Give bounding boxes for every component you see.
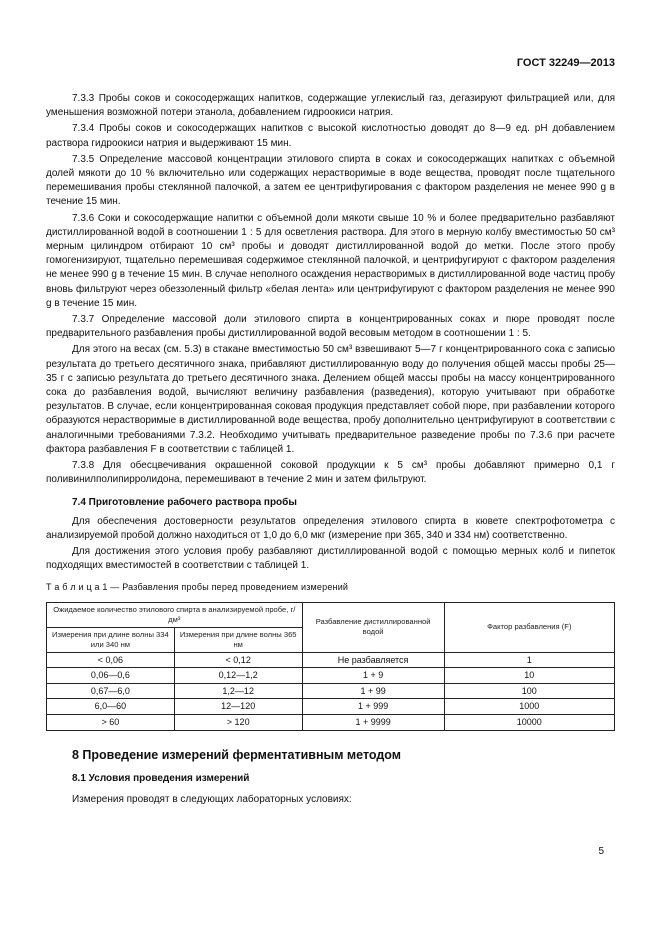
paragraph-7-3-6: 7.3.6 Соки и сокосодержащие напитки с объемной доли мякоти свыше 10 % и более предварительно разбавляют дистиллированной водой в соотношении 1 : 5 для осветления раствора. Для этого в мерную колбу вместимостью 50 см³ мерным цилиндром отбирают 10 см³ пробы и доводят дистиллированной водой до метки. После этого пробу гомогенизируют, тщательно перемешивая содержимое стеклянной палочкой, и центрифугируют с фактором разделения не менее 990 g в течение 15 мин. В случае неполного осаждения нерастворимых в дистиллированной воде частиц пробу вновь фильтруют через обеззоленный фильтр «белая лента» или центрифугируют с фактором разделения не менее 990 g в течение 15 мин.	[46, 212, 615, 309]
table-cell: 1	[444, 652, 614, 668]
table-header-dilution: Разбавление дистиллированной водой	[302, 602, 444, 652]
table-row	[47, 652, 615, 668]
table-cell: 1000	[444, 699, 614, 715]
paragraph-7-3-7-continued: Для этого на весах (см. 5.3) в стакане вместимостью 50 см³ взвешивают 5—7 г концентрированного сока с записью результата до третьего десятичного знака, прибавляют дистиллированную воду до получения общей массы пробы 25—35 г с записью результата до третьего десятичного знака. Делением общей массы пробы на массу концентрированного сока до разбавления водой, вычисляют величину разбавления (разведения), которую учитывают при обработке результатов. В случае, если концентрированная соковая продукция представляет собой пюре, при разбавлении которого образуются нерастворимые в дистиллированной воде вещества, пробу дополнительно центрифугируют в соответствии с аналогичными требованиями 7.3.2. Необходимо учитывать предварительное разведение пробы по 7.3.6 при расчете фактора разбавления F в соответствии с таблицей 1.	[46, 344, 615, 455]
table-row	[47, 683, 615, 699]
table-caption: Т а б л и ц а 1 — Разбавления пробы перед проведением измерений	[46, 581, 349, 592]
table-cell: 1 + 9999	[302, 715, 444, 731]
section-7-4-paragraph-2: Для достижения этого условия пробу разбавляют дистиллированной водой с помощью мерных колб и пипеток подходящих вместимостей в соответствии с таблицей 1.	[46, 546, 615, 572]
table-cell: 0,06—0,6	[47, 668, 175, 684]
table-cell: < 0,06	[47, 652, 175, 668]
table-cell: 1 + 99	[302, 683, 444, 699]
section-7-4-title: 7.4 Приготовление рабочего раствора пробы	[72, 497, 297, 509]
paragraph-7-3-3: 7.3.3 Пробы соков и сокосодержащих напитков, содержащие углекислый газ, дегазируют фильтрацией или, для уменьшения возможной потери этанола, добавлением гидроокиси натрия.	[46, 93, 615, 119]
table-cell: > 120	[174, 715, 302, 731]
table-cell: 0,12—1,2	[174, 668, 302, 684]
paragraph-7-3-4: 7.3.4 Пробы соков и сокосодержащих напитков с высокой кислотностью доводят до 8—9 ед. pH добавлением раствора гидроокиси натрия и выдерживают 15 мин.	[46, 123, 615, 149]
table-cell: 100	[444, 683, 614, 699]
dilution-table	[46, 602, 615, 731]
table-cell: 1,2—12	[174, 683, 302, 699]
document-body	[46, 92, 615, 807]
section-8-1-title: 8.1 Условия проведения измерений	[72, 772, 250, 784]
table-row	[47, 699, 615, 715]
table-cell: 10	[444, 668, 614, 684]
table-cell: 0,67—6,0	[47, 683, 175, 699]
table-row	[47, 715, 615, 731]
table-header-334-340nm: Измерения при длине волны 334 или 340 нм	[47, 627, 175, 652]
table-cell: 10000	[444, 715, 614, 731]
table-cell: Не разбавляется	[302, 652, 444, 668]
table-row	[47, 668, 615, 684]
table-header-factor: Фактор разбавления (F)	[444, 602, 614, 652]
table-cell: 1 + 999	[302, 699, 444, 715]
table-header-expected-amount: Ожидаемое количество этилового спирта в анализируемой пробе, г/дм³	[47, 602, 303, 627]
section-8-1-text: Измерения проводят в следующих лабораторных условиях:	[72, 794, 352, 806]
table-header-365nm: Измерения при длине волны 365 нм	[174, 627, 302, 652]
page-number: 5	[598, 846, 604, 857]
paragraph-7-3-7: 7.3.7 Определение массовой доли этилового спирта в концентрированных соках и пюре проводят после предварительного разбавления пробы дистиллированной водой весовым методом в соотношении 1 : 5.	[46, 314, 615, 340]
document-code: ГОСТ 32249—2013	[516, 57, 615, 69]
section-8-title: 8 Проведение измерений ферментативным методом	[72, 747, 402, 762]
table-cell: 1 + 9	[302, 668, 444, 684]
table-cell: 6,0—60	[47, 699, 175, 715]
paragraph-7-3-5: 7.3.5 Определение массовой концентрации этилового спирта в соках и сокосодержащих напитках с объемной долей мякоти до 10 % включительно или содержащих нерастворимые в воде вещества, проводят после тщательного перемешивания пробы стеклянной палочкой, а затем ее центрифугирования с фактором разделения не менее 990 g в течение 15 мин.	[46, 153, 615, 208]
table-cell: > 60	[47, 715, 175, 731]
table-cell: < 0,12	[174, 652, 302, 668]
table-cell: 12—120	[174, 699, 302, 715]
paragraph-7-3-8: 7.3.8 Для обесцвечивания окрашенной соковой продукции к 5 см³ пробы добавляют примерно 0,1 г поливинилполипирролидона, перемешивают в течение 2 мин и затем фильтруют.	[46, 460, 615, 486]
section-7-4-paragraph-1: Для обеспечения достоверности результатов определения этилового спирта в кювете спектрофотометра с анализируемой пробой должно находиться от 1,0 до 6,0 мкг (измерение при 365, 340 и 334 нм) соответственно.	[46, 515, 615, 541]
